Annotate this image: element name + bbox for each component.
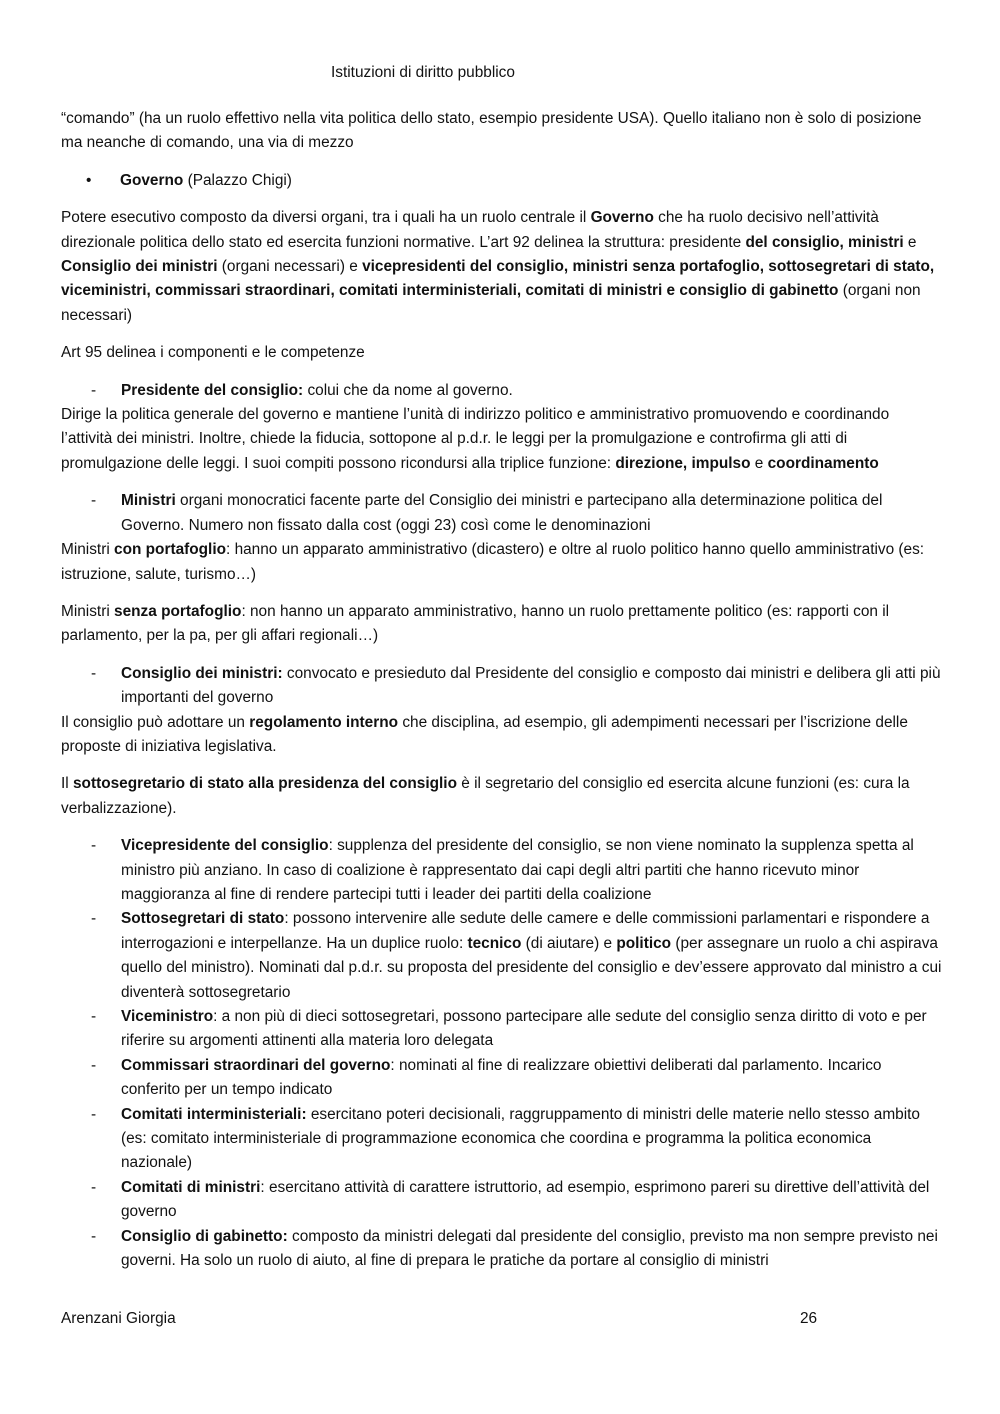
list-item-commissari: - Commissari straordinari del governo: nominati al fine di realizzare obiettivi deliberati dal parlamento. Incarico conferito per un tempo indicato (61, 1054, 942, 1103)
footer-author: Arenzani Giorgia (61, 1310, 176, 1327)
list-item-consiglio-gabinetto: - Consiglio di gabinetto: composto da ministri delegati dal presidente del consiglio, previsto ma non sempre previsto nei governi. Ha solo un ruolo di aiuto, al fine di prepara le pratiche da portare al consiglio di ministri (61, 1225, 942, 1274)
list-item-comitati-interministeriali: - Comitati interministeriali: esercitano poteri decisionali, raggruppamento di ministri delle materie nello stesso ambito (es: comitato interministeriale di programmazione economica che coordina e programma la politica economica nazionale) (61, 1103, 942, 1176)
paragraph-presidente: Dirige la politica generale del governo e mantiene l’unità di indirizzo politico e amministrativo promuovendo e coordinando l’attività dei ministri. Inoltre, chiede la fiducia, sottopone al p.d.r. le leggi per la promulgazione e controfirma gli atti di promulgazione delle leggi. I suoi compiti possono ricondursi alla triplice funzione: direzione, impulso e coordinamento (61, 406, 890, 472)
list-item-sottosegretari: - Sottosegretari di stato: possono intervenire alle sedute delle camere e delle commissioni parlamentari e rispondere a interrogazioni e interpellanze. Ha un duplice ruolo: tecnico (di aiutare) e politico (per assegnare un ruolo a chi aspirava quello del ministro). Nominati dal p.d.r. su proposta del presidente del consiglio e dev’essere approvato dal ministro a cui diventerà sottosegretario (61, 907, 942, 1005)
dash-bullet: - (91, 1227, 97, 1245)
paragraph-con-portafoglio: Ministri con portafoglio: hanno un apparato amministrativo (dicastero) e oltre al ruolo politico hanno quello amministrativo (es: istruzione, salute, turismo…) (61, 541, 925, 583)
dash-bullet: - (91, 1105, 97, 1123)
bullet-governo (61, 169, 942, 193)
paragraph-sottosegretario-presidenza: Il sottosegretario di stato alla presidenza del consiglio è il segretario del consiglio ed esercita alcune funzioni (es: cura la verbalizzazione). (61, 775, 910, 817)
page-body (61, 107, 942, 1273)
list-item-comitati-ministri: - Comitati di ministri: esercitano attività di carattere istruttorio, ad esempio, esprimono pareri su direttive dell’attività del governo (61, 1176, 942, 1225)
dash-bullet: - (91, 381, 97, 399)
list-item-vicepresidente: - Vicepresidente del consiglio: supplenza del presidente del consiglio, se non viene nominato la supplenza spetta al ministro più anziano. In caso di coalizione è rappresentato dai capi degli altri partiti che hanno ricevuto minor maggioranza al fine di rendere partecipi tutti i leader dei partiti della coalizione (61, 834, 942, 907)
page-number: 26 (800, 1310, 818, 1327)
bullet-icon: • (86, 171, 92, 189)
paragraph-potere-esecutivo: Potere esecutivo composto da diversi organi, tra i quali ha un ruolo centrale il Governo che ha ruolo decisivo nell’attività direzionale politica dello stato ed esercita funzioni normative. L’art 92 delinea la struttura: presidente del consiglio, ministri e Consiglio dei ministri (organi necessari) e vicepresidenti del consiglio, ministri senza portafoglio, sottosegretari di stato, viceministri, commissari straordinari, comitati interministeriali, comitati di ministri e consiglio di gabinetto (organi non necessari) (61, 209, 935, 324)
list-item-ministri: - Ministri organi monocratici facente parte del Consiglio dei ministri e partecipano alla determinazione politica del Governo. Numero non fissato dalla cost (oggi 23) così come le denominazioni (61, 489, 942, 538)
dash-bullet: - (91, 492, 97, 510)
running-header: Istituzioni di diritto pubblico (331, 64, 515, 81)
dash-bullet: - (91, 1178, 97, 1196)
list-item-presidente: - Presidente del consiglio: colui che da nome al governo. (61, 379, 942, 403)
paragraph-senza-portafoglio: Ministri senza portafoglio: non hanno un apparato amministrativo, hanno un ruolo prettamente politico (es: rapporti con il parlamento, per la pa, per gli affari regionali…) (61, 602, 890, 645)
paragraph-intro: “comando” (ha un ruolo effettivo nella vita politica dello stato, esempio presidente USA). Quello italiano non è solo di posizione ma neanche di comando, una via di mezzo (61, 110, 922, 152)
list-item-consiglio-ministri: - Consiglio dei ministri: convocato e presieduto dal Presidente del consiglio e composto dai ministri e delibera gli atti più importanti del governo (61, 662, 942, 711)
dash-bullet: - (91, 1056, 97, 1074)
dash-bullet: - (91, 837, 97, 855)
dash-bullet: - (91, 1008, 97, 1025)
organi-list (61, 834, 942, 1273)
paragraph-art95: Art 95 delinea i componenti e le competenze (61, 344, 365, 362)
dash-bullet: - (91, 910, 97, 928)
paragraph-regolamento: Il consiglio può adottare un regolamento interno che disciplina, ad esempio, gli adempimenti necessari per l’iscrizione delle proposte di iniziativa legislativa. (61, 713, 908, 755)
bullet-text: Governo (Palazzo Chigi) (120, 171, 292, 189)
list-item-viceministro: - Viceministro: a non più di dieci sottosegretari, possono partecipare alle sedute del consiglio senza diritto di voto e per riferire su argomenti attinenti alla materia loro delegata (61, 1005, 942, 1054)
dash-bullet: - (91, 664, 97, 682)
